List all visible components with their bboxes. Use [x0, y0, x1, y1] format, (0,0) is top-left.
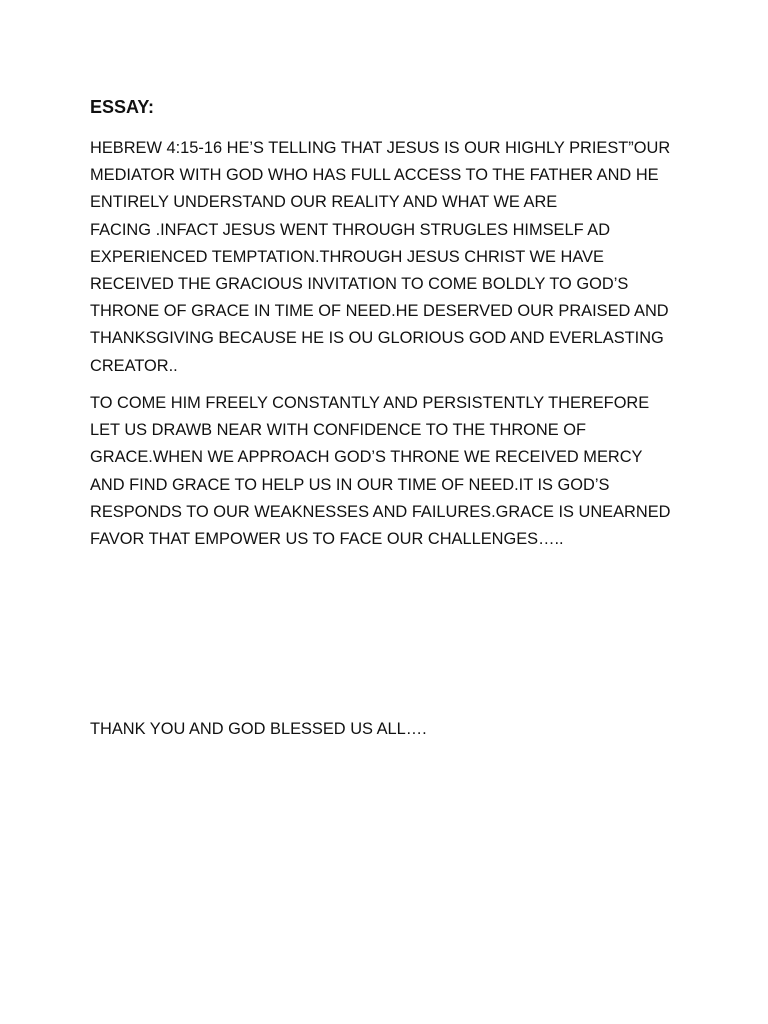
paragraph-line: FACING .INFACT JESUS WENT THROUGH STRUGLES HIMSELF AD [90, 220, 611, 239]
closing-line: THANK YOU AND GOD BLESSED US ALL…. [90, 720, 427, 738]
paragraph-line: AND FIND GRACE TO HELP US IN OUR TIME OF NEED.IT IS GOD’S [90, 475, 610, 494]
paragraph-line: ENTIRELY UNDERSTAND OUR REALITY AND WHAT WE ARE [90, 193, 558, 212]
paragraph-line: RESPONDS TO OUR WEAKNESSES AND FAILURES.GRACE IS UNEARNED [90, 502, 671, 521]
essay-heading: ESSAY: [90, 97, 155, 117]
paragraph-line: EXPERIENCED TEMPTATION.THROUGH JESUS CHRIST WE HAVE [90, 247, 604, 266]
paragraph-line: GRACE.WHEN WE APPROACH GOD’S THRONE WE RECEIVED MERCY [90, 448, 643, 467]
paragraph-1 [90, 135, 690, 380]
paragraph-line: LET US DRAWB NEAR WITH CONFIDENCE TO THE THRONE OF [90, 421, 587, 440]
paragraph-2 [90, 390, 690, 553]
paragraph-line: TO COME HIM FREELY CONSTANTLY AND PERSISTENTLY THEREFORE [90, 394, 650, 412]
paragraph-line: THANKSGIVING BECAUSE HE IS OU GLORIOUS GOD AND EVERLASTING [90, 329, 664, 348]
paragraph-line: RECEIVED THE GRACIOUS INVITATION TO COME BOLDLY TO GOD’S [90, 275, 629, 294]
paragraph-line: CREATOR.. [90, 356, 178, 375]
paragraph-line: MEDIATOR WITH GOD WHO HAS FULL ACCESS TO THE FATHER AND HE [90, 166, 659, 185]
paragraph-line: HEBREW 4:15-16 HE’S TELLING THAT JESUS IS OUR HIGHLY PRIEST”OUR [90, 139, 671, 157]
paragraph-line: FAVOR THAT EMPOWER US TO FACE OUR CHALLENGES….. [90, 530, 564, 549]
paragraph-line: THRONE OF GRACE IN TIME OF NEED.HE DESERVED OUR PRAISED AND [90, 302, 669, 321]
